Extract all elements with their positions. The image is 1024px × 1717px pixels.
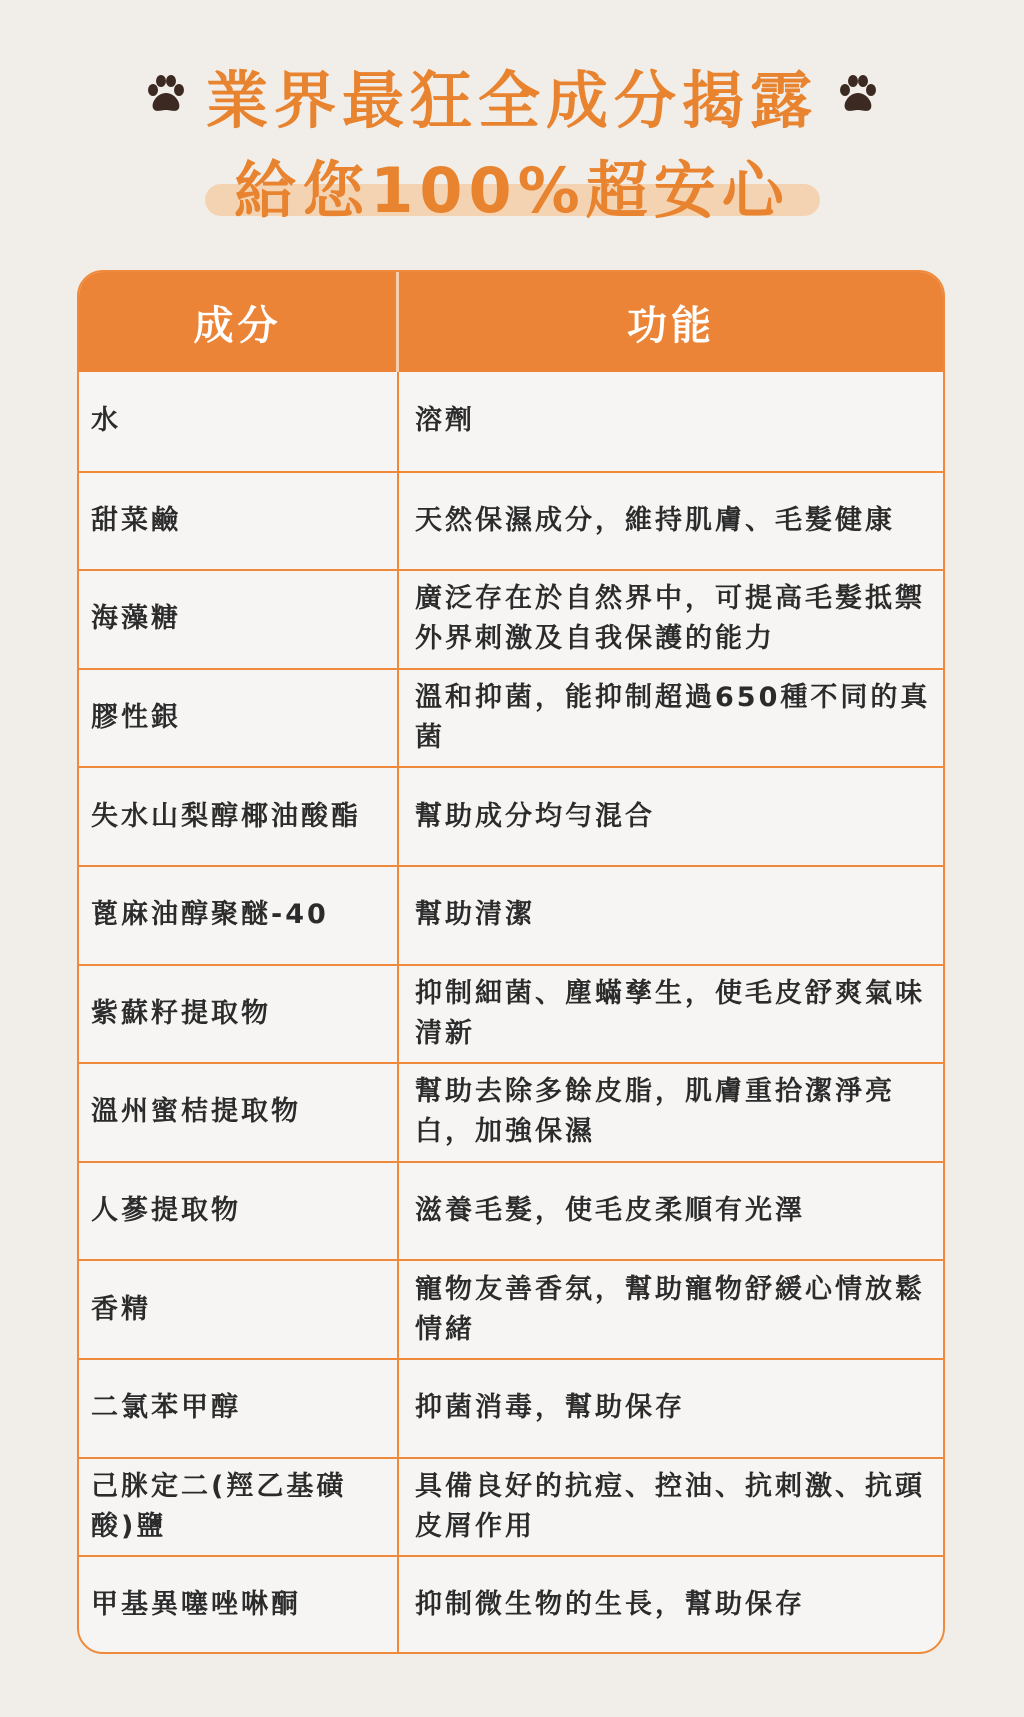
header [0,50,1024,238]
table-row [79,1457,943,1556]
table-row [79,1062,943,1161]
table-row [79,471,943,570]
table-row [79,372,943,471]
ingredient-cell: 己脒定二(羥乙基磺酸)鹽 [79,1459,399,1556]
page-subtitle: 給您100%超安心 [234,154,790,227]
table-row [79,1259,943,1358]
ingredient-cell: 膠性銀 [79,670,399,767]
function-cell: 抑菌消毒，幫助保存 [415,1392,685,1424]
table-row [79,1555,943,1654]
function-cell: 抑制細菌、塵蟎孳生，使毛皮舒爽氣味清新 [415,977,925,1049]
function-cell: 天然保濕成分，維持肌膚、毛髮健康 [415,504,895,536]
ingredient-cell: 甲基異噻唑啉酮 [79,1557,399,1654]
ingredient-cell: 甜菜鹼 [79,473,399,570]
table-row [79,569,943,668]
ingredient-cell: 香精 [79,1261,399,1358]
table-body [79,372,943,1654]
ingredient-cell: 二氯苯甲醇 [79,1360,399,1457]
function-cell: 寵物友善香氛，幫助寵物舒緩心情放鬆情緒 [415,1273,925,1345]
page-title: 業界最狂全成分揭露 [205,63,818,137]
function-cell: 廣泛存在於自然界中，可提高毛髮抵禦外界刺激及自我保護的能力 [415,583,925,655]
table-row [79,1358,943,1457]
ingredient-cell: 海藻糖 [79,571,399,668]
table-row [79,865,943,964]
ingredient-cell: 溫州蜜桔提取物 [79,1064,399,1161]
ingredient-cell: 紫蘇籽提取物 [79,966,399,1063]
paw-icon [144,73,188,117]
function-cell: 抑制微生物的生長，幫助保存 [415,1589,805,1621]
table-row [79,766,943,865]
function-cell: 溫和抑菌，能抑制超過650種不同的真菌 [415,682,931,754]
function-cell: 幫助去除多餘皮脂，肌膚重拾潔淨亮白，加強保濕 [415,1076,895,1148]
table-row [79,668,943,767]
function-cell: 滋養毛髮，使毛皮柔順有光澤 [415,1195,805,1227]
function-cell: 具備良好的抗痘、控油、抗刺激、抗頭皮屑作用 [415,1470,925,1542]
paw-icon [836,73,880,117]
title-row [0,50,1024,140]
function-cell: 幫助成分均勻混合 [415,800,655,832]
ingredient-cell: 失水山梨醇椰油酸酯 [79,768,399,865]
ingredient-cell: 蓖麻油醇聚醚-40 [79,867,399,964]
subtitle-row [0,148,1024,238]
function-cell: 幫助清潔 [415,899,535,931]
function-cell: 溶劑 [415,405,475,437]
table-row [79,964,943,1063]
column-header-ingredient: 成分 [79,272,399,372]
ingredient-table [77,270,945,1654]
table-header [79,272,943,372]
ingredient-cell: 人蔘提取物 [79,1163,399,1260]
table-row [79,1161,943,1260]
ingredient-cell: 水 [79,372,399,471]
column-header-function: 功能 [627,302,715,349]
